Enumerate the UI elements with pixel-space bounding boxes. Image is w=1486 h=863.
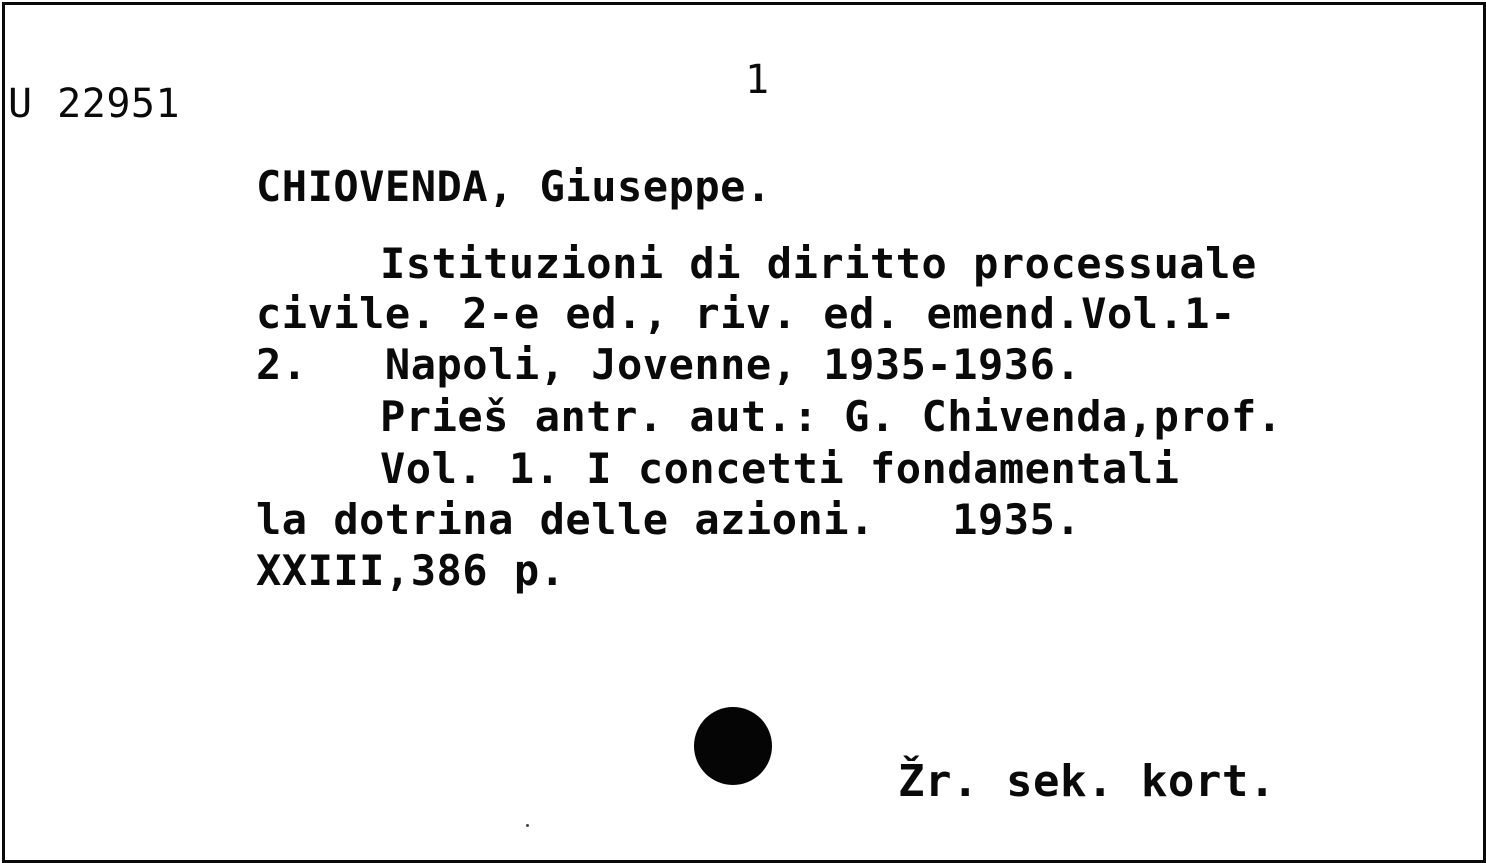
- volume-title-line-2: la dotrina delle azioni. 1935.: [256, 495, 1082, 544]
- author-heading: CHIOVENDA, Giuseppe.: [256, 162, 772, 211]
- card-number: 1: [745, 57, 770, 103]
- title-line-1: Istituzioni di diritto processuale: [380, 239, 1257, 288]
- see-next-card-note: Žr. sek. kort.: [898, 756, 1276, 807]
- punch-hole: [694, 707, 772, 785]
- volume-title-line-1: Vol. 1. I concetti fondamentali: [380, 444, 1180, 493]
- title-line-2: civile. 2-e ed., riv. ed. emend.Vol.1-: [256, 289, 1236, 338]
- ink-speck: [526, 824, 529, 827]
- imprint-line: 2. Napoli, Jovenne, 1935-1936.: [256, 340, 1082, 389]
- pagination-line: XXIII,386 p.: [256, 546, 566, 595]
- call-number: U 22951: [8, 81, 181, 127]
- author-note-line: Prieš antr. aut.: G. Chivenda,prof.: [380, 392, 1283, 441]
